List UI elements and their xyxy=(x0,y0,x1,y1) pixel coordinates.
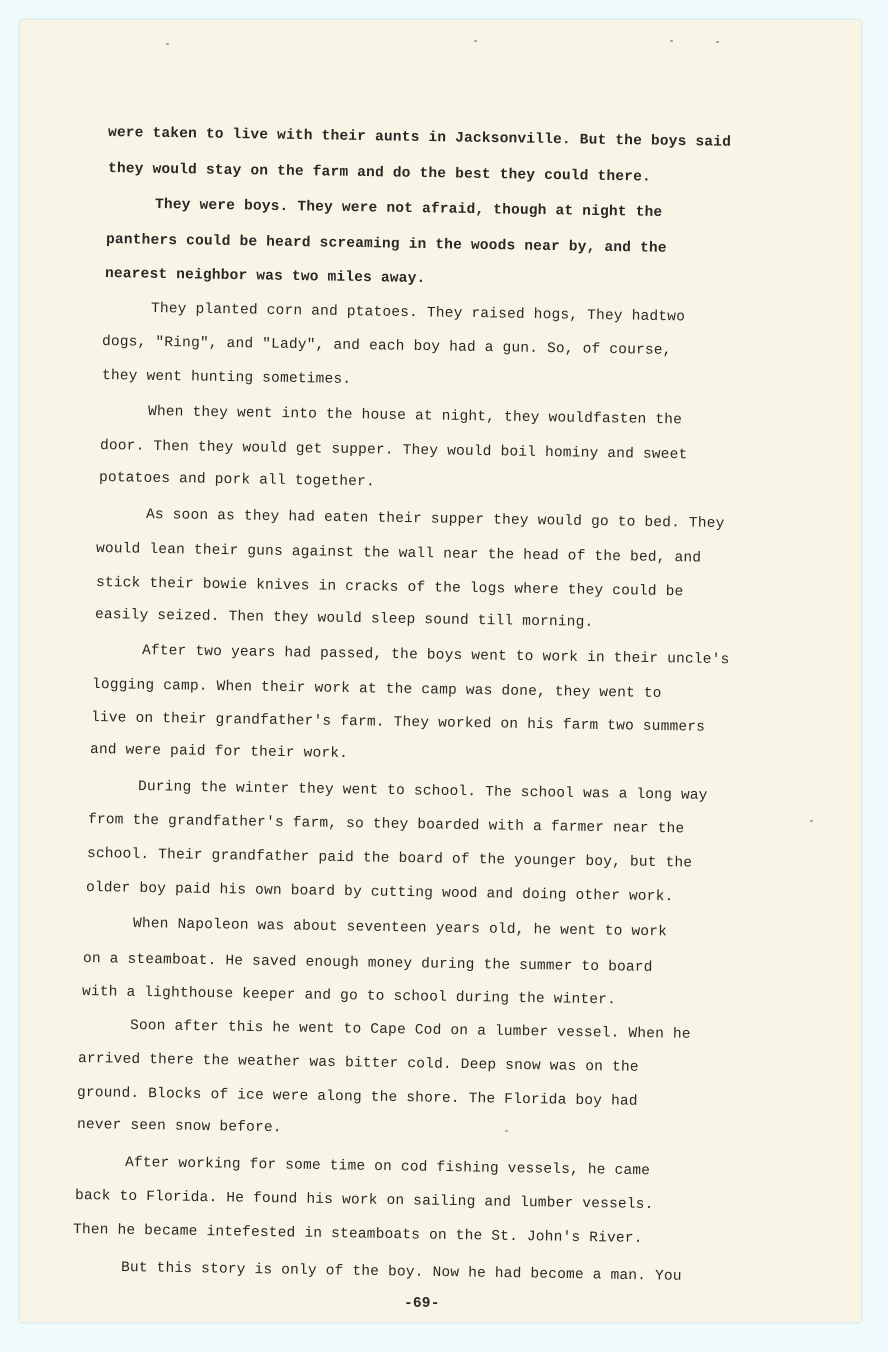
text-line: from the grandfather's farm, so they boarded with a farmer near the xyxy=(87,812,685,838)
typescript-body xyxy=(20,20,861,1322)
text-line: As soon as they had eaten their supper they would go to bed. They xyxy=(145,507,725,533)
text-line: with a lighthouse keeper and go to school during the winter. xyxy=(81,984,617,1009)
paper-speck xyxy=(505,1130,508,1132)
text-line: ground. Blocks of ice were along the shore. The Florida boy had xyxy=(76,1085,638,1110)
text-line: never seen snow before. xyxy=(76,1117,282,1137)
text-line: and were paid for their work. xyxy=(89,742,349,763)
text-line: back to Florida. He found his work on sailing and lumber vessels. xyxy=(74,1188,654,1214)
text-line: were taken to live with their aunts in Jacksonville. But the boys said xyxy=(107,125,732,151)
text-line: live on their grandfather's farm. They worked on his farm two summers xyxy=(90,710,706,736)
text-line: easily seized. Then they would sleep sound till morning. xyxy=(94,607,594,631)
text-line: door. Then they would get supper. They would boil hominy and sweet xyxy=(99,438,688,464)
text-line: logging camp. When their work at the camp was done, they went to xyxy=(91,677,662,702)
text-line: dogs, "Ring", and "Lady", and each boy had a gun. So, of course, xyxy=(101,334,672,359)
text-line: Then he became intefested in steamboats on the St. John's River. xyxy=(72,1222,643,1247)
text-line: panthers could be heard screaming in the woods near by, and the xyxy=(105,232,667,257)
text-line: stick their bowie knives in cracks of the logs where they could be xyxy=(95,575,684,601)
text-line: arrived there the weather was bitter cold. Deep snow was on the xyxy=(77,1051,639,1076)
text-line: they would stay on the farm and do the best they could there. xyxy=(107,161,652,186)
paper-speck xyxy=(810,820,813,822)
text-line: When Napoleon was about seventeen years old, he went to work xyxy=(132,916,668,941)
paper-speck xyxy=(166,43,169,45)
text-line: Soon after this he went to Cape Cod on a lumber vessel. When he xyxy=(129,1018,691,1043)
text-line: they went hunting sometimes. xyxy=(101,368,352,388)
text-line: school. Their grandfather paid the board of the younger boy, but the xyxy=(86,846,693,872)
text-line: When they went into the house at night, they wouldfasten the xyxy=(147,404,683,429)
paper-speck xyxy=(474,40,477,42)
text-line: older boy paid his own board by cutting wood and doing other work. xyxy=(85,880,674,906)
text-line: would lean their guns against the wall near the head of the bed, and xyxy=(95,541,702,567)
text-line: They planted corn and ptatoes. They raised hogs, They hadtwo xyxy=(150,301,686,326)
paper-speck xyxy=(716,41,719,43)
text-line: potatoes and pork all together. xyxy=(98,470,376,491)
text-line: They were boys. They were not afraid, though at night the xyxy=(154,197,663,221)
text-line: After working for some time on cod fishing vessels, he came xyxy=(124,1155,651,1180)
text-line: But this story is only of the boy. Now he had become a man. You xyxy=(120,1260,682,1285)
paper-speck xyxy=(670,40,673,42)
text-line: nearest neighbor was two miles away. xyxy=(104,266,426,288)
page-number: -69- xyxy=(404,1296,440,1312)
typed-page xyxy=(20,20,861,1322)
text-line: During the winter they went to school. The school was a long way xyxy=(137,779,708,804)
text-line: After two years had passed, the boys went to work in their uncle's xyxy=(141,643,730,669)
text-line: on a steamboat. He saved enough money during the summer to board xyxy=(82,951,653,976)
